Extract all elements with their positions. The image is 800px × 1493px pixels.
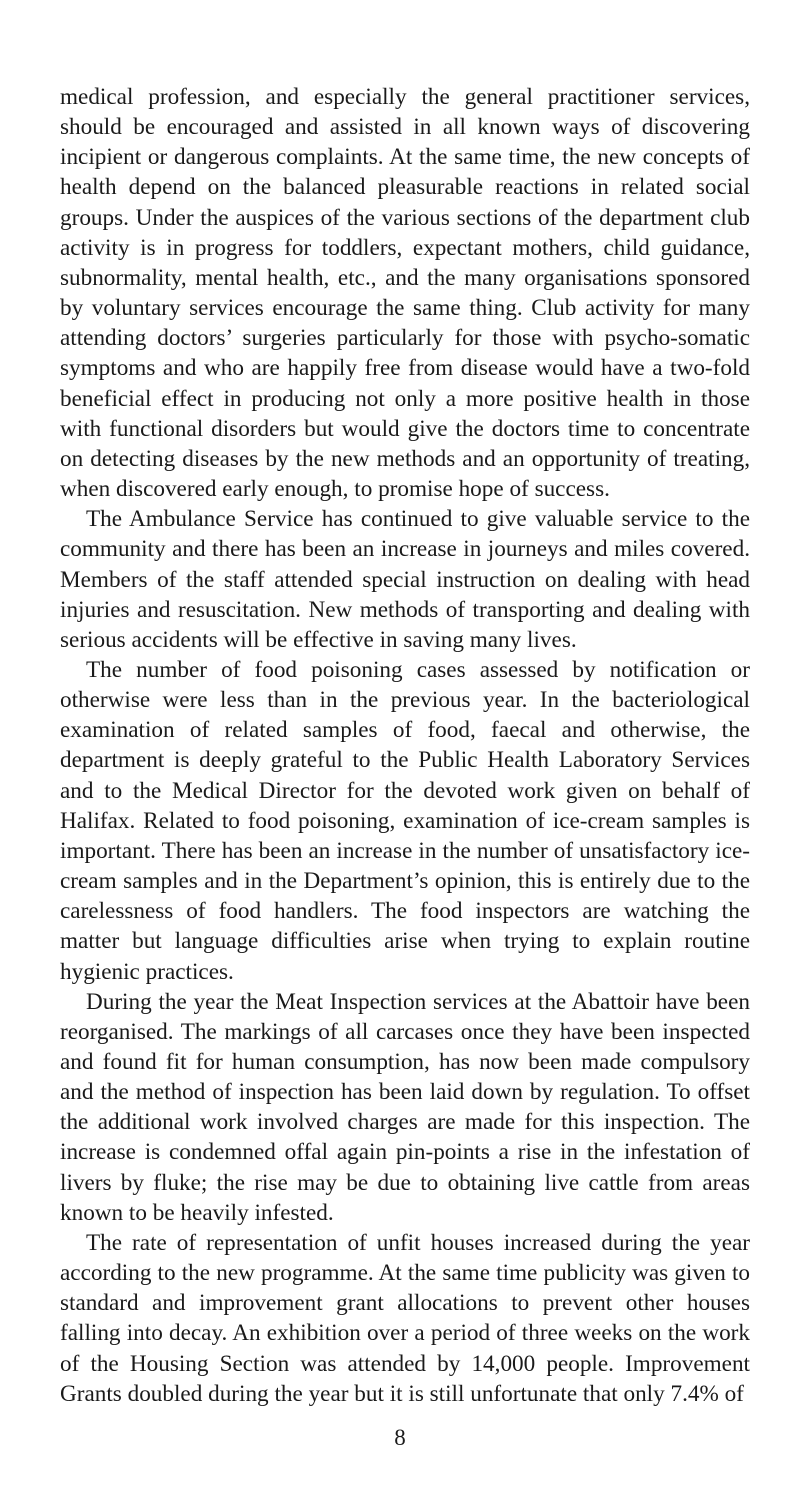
paragraph-ambulance-service: The Ambulance Service has continued to give valuable service to the community and there has been an increase in journeys and miles covered. Members of the staff attended special instruction on dealing with head injuries and resuscitation. New methods of transporting and dealing with serious accidents will be effective in saving many lives. <box>60 506 750 653</box>
paragraph-food-poisoning: The number of food poisoning cases assessed by notification or otherwise were less than in the previous year. In the bacteriological examination of related samples of food, faecal and otherwise, the department is deeply grateful to the Public Health Laboratory Services and to the Medical Director for the devoted work given on behalf of Halifax. Related to food poisoning, examination of ice-cream samples is important. There has been an increase in the number of unsatisfactory ice-cream samples and in the Department’s opinion, this is entirely due to the carelessness of food handlers. The food inspectors are watching the matter but language difficulties arise when trying to explain routine hygienic practices. <box>60 656 750 985</box>
page-number: 8 <box>394 1425 406 1450</box>
paragraph-meat-inspection: During the year the Meat Inspection services at the Abattoir have been reorganised. The markings of all carcases once they have been inspected and found fit for human consumption, has now been made compulsory and the method of inspection has been laid down by regulation. To offset the additional work involved charges are made for this inspection. The increase is condemned offal again pin-points a rise in the infestation of livers by fluke; the rise may be due to obtaining live cattle from areas known to be heavily infested. <box>60 988 750 1226</box>
document-body <box>60 82 750 1409</box>
paragraph-housing: The rate of representation of unfit houses increased during the year according to the new programme. At the same time publicity was given to standard and improvement grant allocations to prevent other houses falling into decay. An exhibition over a period of three weeks on the work of the Housing Section was attended by 14,000 people. Improvement Grants doubled during the year but it is still unfortunate that only 7.4% of <box>60 1229 750 1407</box>
paragraph-general-practitioner: medical profession, and especially the general practitioner services, should be encouraged and assisted in all known ways of discovering incipient or dangerous complaints. At the same time, the new concepts of health depend on the balanced pleasurable reactions in related social groups. Under the auspices of the various sections of the department club activity is in progress for toddlers, expectant mothers, child guidance, subnormality, mental health, etc., and the many organisations sponsored by voluntary services encourage the same thing. Club activity for many attending doctors’ surgeries particularly for those with psycho-somatic symptoms and who are happily free from disease would have a two-fold beneficial effect in producing not only a more positive health in those with functional disorders but would give the doctors time to concentrate on detecting diseases by the new methods and an opportunity of treating, when discovered early enough, to promise hope of success. <box>60 84 750 503</box>
